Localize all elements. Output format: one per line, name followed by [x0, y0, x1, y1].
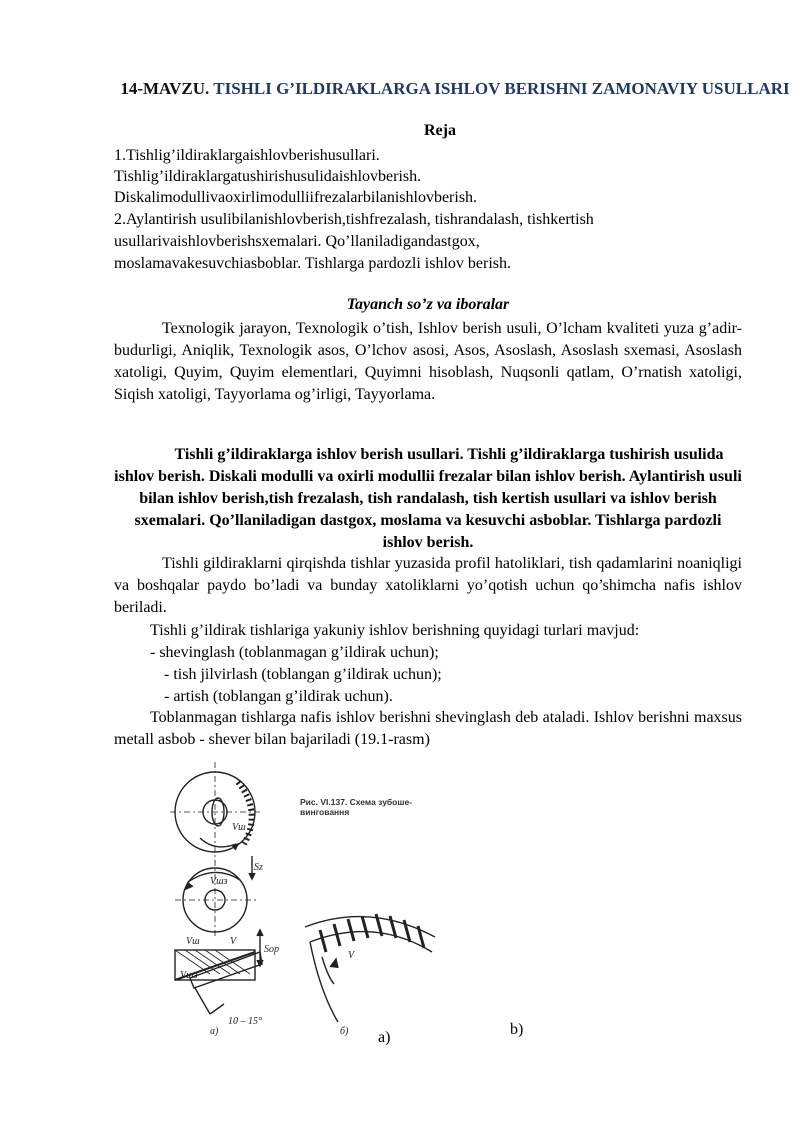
shaver-teeth-perspective [305, 914, 435, 1022]
plan-line: Diskalimodullivaoxirlimodulliifrezalarbilanishlovberish. [114, 189, 478, 206]
figure-caption-ru: Рис. VI.137. Схема зубоше- [300, 797, 413, 807]
keywords-text: Texnologik jarayon, Texnologik o’tish, Ishlov berish usuli, O’lcham kvaliteti yuza g’adir-budurligi, Aniqlik, Texnologik asos, O’lchov asosi, Asos, Asoslash, Asoslash sxemasi, Asoslash xatoligi, Quyim, Quyim elementlari, Quyimni hisoblash, Nuqsonli qatlam, O’rnatish xatoligi, Siqish xatoligi, Tayyorlama og’irligi, Tayyorlama. [114, 320, 742, 403]
list-intro: Tishli g’ildirak tishlariga yakuniy ishlov berishning quyidagi turlari mavjud: [150, 622, 640, 639]
label-v-right: V [348, 950, 355, 961]
topic-title: TISHLI G’ILDIRAKLARGA ISHLOV BERISHNI ZAMONAVIY USULLARI [213, 79, 790, 98]
section-heading [114, 444, 742, 554]
plan-line: 2.Aylantirish usulibilanishlovberish,tishfrezalash, tishrandalash, tishkertish [114, 211, 594, 228]
plan-heading: Reja [424, 122, 456, 139]
sub-label-b-ru: б) [340, 1026, 349, 1037]
topic-number: 14-MAVZU. [120, 79, 210, 98]
plan-line: Tishlig’ildiraklargatushirishusulidaishlovberish. [114, 168, 422, 185]
paragraph-errors [114, 553, 742, 619]
list-item: - artish (toblangan g’ildirak uchun). [164, 688, 393, 705]
paragraph-errors-text: Tishli gildiraklarni qirqishda tishlar yuzasida profil hatoliklari, tish qadamlarini noaniqligi va boshqalar paydo bo’ladi va bunday xatoliklarni yo’qotish uchun qo’shimcha nafis ishlov beriladi. [114, 555, 742, 616]
keywords-heading: Tayanch so’z va iboralar [346, 296, 510, 313]
label-vmz: Vшз [210, 876, 228, 887]
label-sz: Sz [254, 862, 263, 873]
plan-line: moslamavakesuvchiasboblar. Tishlarga pardozli ishlov berish. [114, 255, 511, 272]
sub-caption-a: a) [378, 1029, 391, 1046]
label-v: V [230, 936, 237, 947]
page-title [100, 78, 800, 100]
paragraph-shaving-text: Toblanmagan tishlarga nafis ishlov berishni shevinglash deb ataladi. Ishlov berishni maxsus metall asbob - shever bilan bajariladi (19.1-rasm) [114, 709, 742, 748]
list-item: - tish jilvirlash (toblangan g’ildirak uchun); [164, 666, 442, 683]
list-item: - shevinglash (toblanmagan g’ildirak uchun); [150, 644, 439, 661]
sub-label-a-ru: а) [210, 1026, 219, 1037]
shaving-scheme-figure [170, 752, 500, 1052]
section-heading-text: Tishli g’ildiraklarga ishlov berish usullari. Tishli g’ildiraklarga tushirish usulida ishlov berish. Diskali modulli va oxirli modullii frezalar bilan ishlov berish. Aylantirish usuli bilan ishlov berish,tish frezalash, tish randalash, tish kertish usullari va ishlov berish sxemalari. Qo’llaniladigan dastgox, moslama va kesuvchi asboblar. Tishlarga pardozli ishlov berish. [114, 446, 742, 551]
label-vm-bottom: Vш [186, 936, 200, 947]
plan-line: 1.Tishlig’ildiraklargaishlovberishusullari. [114, 147, 380, 164]
gear-wheel [175, 856, 258, 938]
label-vm: Vш [232, 822, 246, 833]
plan-line: usullarivaishlovberishsxemalari. Qo’llaniladigandastgox, [114, 233, 480, 250]
shaver-disk [170, 762, 262, 862]
label-vmz-bottom: Vшз [180, 970, 198, 981]
label-angle: 10 – 15° [228, 1016, 262, 1027]
label-sop: Sор [264, 944, 279, 955]
paragraph-shaving [114, 707, 742, 751]
keywords-paragraph [114, 318, 742, 406]
sub-caption-b: b) [510, 1021, 524, 1038]
figure-caption-ru-2: винговання [300, 807, 350, 817]
